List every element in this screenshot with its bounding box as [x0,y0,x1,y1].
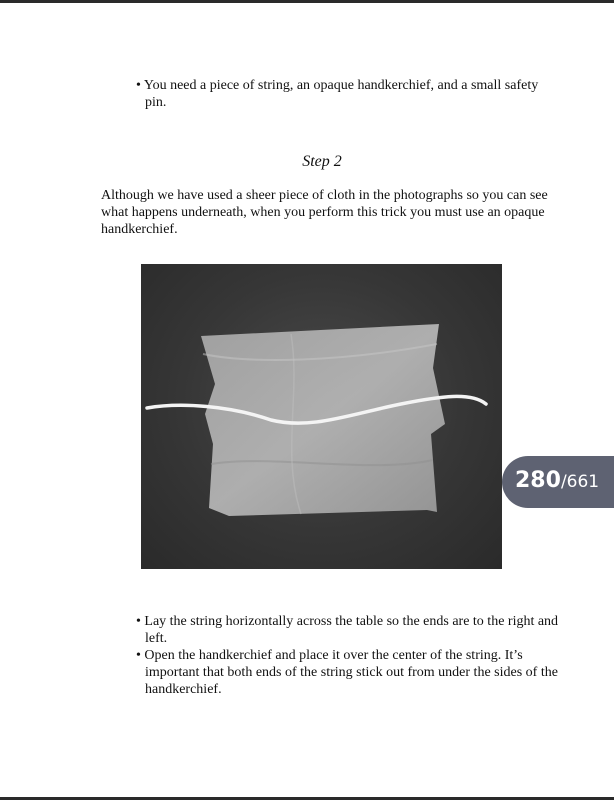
handkerchief-photo [141,264,502,569]
page-total-number: /661 [560,472,600,492]
top-border [0,0,614,3]
page-current-number: 280 [515,468,561,493]
step-heading: Step 2 [302,153,342,170]
instruction-bullet: • Lay the string horizontally across the table so the ends are to the right and left. [136,614,559,646]
instruction-bullet: • Open the handkerchief and place it over the center of the string. It’s important that both ends of the string stick out from under the sides of the handkerchief. [136,648,558,697]
intro-bullet: • You need a piece of string, an opaque handkerchief, and a small safety pin. [136,78,539,110]
page-indicator [502,456,614,508]
handkerchief-illustration [141,264,502,569]
step-paragraph: Although we have used a sheer piece of cloth in the photographs so you can see what happens underneath, when you perform this trick you must use an opaque handkerchief. [101,188,548,237]
